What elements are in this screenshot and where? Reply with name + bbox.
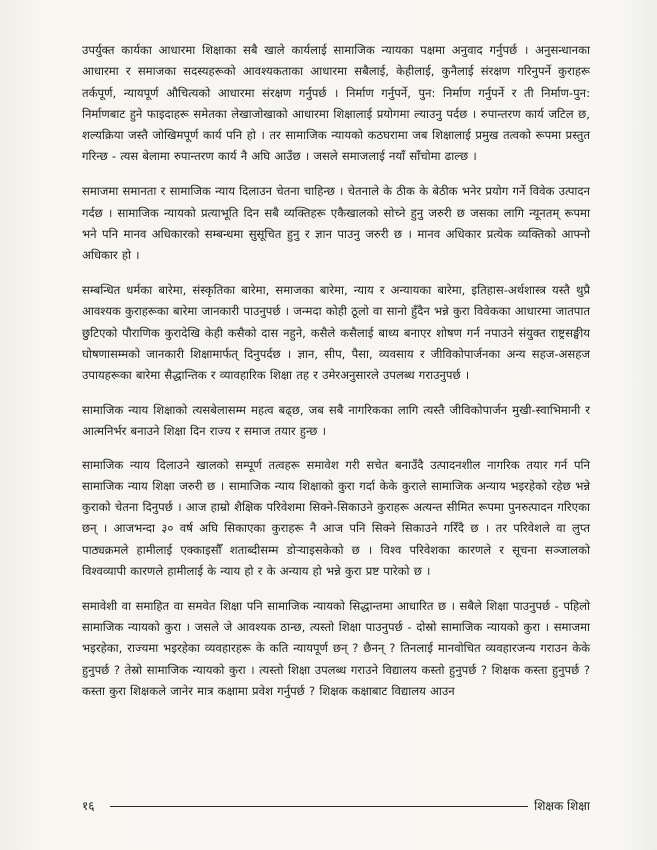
paragraph-2: समाजमा समानता र सामाजिक न्याय दिलाउन चेतना चाहिन्छ । चेतनाले के ठीक के बेठीक भनेर प्रयोग गर्ने विवेक उत्पादन गर्दछ । सामाजिक न्यायको प्रत्याभूति दिन सबै व्यक्तिहरू एकैखालको सोच्ने हुनु जरुरी छ जसका लागि न्यूनतम् रूपमा भने पनि मानव अधिकारको सम्बन्धमा सुसूचित हुनु र ज्ञान पाउनु जरुरी छ । मानव अधिकार प्रत्येक व्यक्तिको आफ्नो अधिकार हो । xyxy=(82,184,590,263)
paragraph-4: सामाजिक न्याय शिक्षाको त्यसबेलासम्म महत्व बढ्छ, जब सबै नागरिकका लागि त्यस्तै जीविकोपार्जन मुखी-स्वाभिमानी र आत्मनिर्भर बनाउने शिक्षा दिन राज्य र समाज तयार हुन्छ । xyxy=(82,402,590,439)
paragraph-1: उपर्युक्त कार्यका आधारमा शिक्षाका सबै खाले कार्यलाई सामाजिक न्यायका पक्षमा अनुवाद गर्नुपर्छ । अनुसन्धानका आधारमा र समाजका सदस्यहरूको आवश्यकताका आधारमा सबैलाई, केहीलाई, कुनैलाई संरक्षण गरिनुपर्ने कुराहरू तर्कपूर्ण, न्यायपूर्ण औचित्यको आधारमा संरक्षण गर्नुपर्छ । निर्माण गर्नुपर्ने, पुन: निर्माण गर्नुपर्ने र ती निर्माण-पुन: निर्माणबाट हुने फाइदाहरू समेतका लेखाजोखाको आधारमा शिक्षालाई प्रयोगमा ल्याउनु पर्दछ । रुपान्तरण कार्य जटिल छ, शल्यक्रिया जस्तै जोखिमपूर्ण कार्य पनि हो । तर सामाजिक न्यायको कठघरामा जब शिक्षालाई प्रमुख तत्वको रूपमा प्रस्तुत गरिन्छ - त्यस बेलामा रुपान्तरण कार्य नै अघि आउँछ । जसले समाजलाई नयाँ साँचोमा ढाल्छ । xyxy=(82,43,590,164)
page-footer xyxy=(82,796,590,816)
footer-divider xyxy=(110,806,528,807)
paragraph-5: सामाजिक न्याय दिलाउने खालको सम्पूर्ण तत्वहरू समावेश गरी सचेत बनाउँदै उत्पादनशील नागरिक तयार गर्न पनि सामाजिक न्याय शिक्षा जरुरी छ । सामाजिक न्याय शिक्षाको कुरा गर्दा केके कुराले सामाजिक अन्याय भइरहेको रहेछ भन्ने कुराको चेतना दिनुपर्छ । आज हाम्रो शैक्षिक परिवेशमा सिक्ने-सिकाउने कुराहरू अत्यन्त सीमित रूपमा पुनरुत्पादन गरिएका छन् । आजभन्दा ३० वर्ष अघि सिकाएका कुराहरू नै आज पनि सिक्ने सिकाउने गरिँदै छ । तर परिवेशले वा लुप्त पाठ्यक्रमले हामीलाई एक्काइसौँ शताब्दीसम्म डोऱ्याइसकेको छ । विश्व परिवेशका कारणले र सूचना सञ्जालको विश्वव्यापी कारणले हामीलाई के न्याय हो र के अन्याय हो भन्ने कुरा प्रष्ट पारेको छ । xyxy=(82,457,590,579)
journal-title: शिक्षक शिक्षा xyxy=(534,799,590,813)
article-body xyxy=(82,40,590,716)
paragraph-3: सम्बन्धित धर्मका बारेमा, संस्कृतिका बारेमा, समाजका बारेमा, न्याय र अन्यायका बारेमा, इतिहास-अर्थशास्त्र यस्तै थुप्रै आवश्यक कुराहरूका बारेमा जानकारी पाउनुपर्छ । जन्मदा कोही ठूलो वा सानो हुँदैन भन्ने कुरा विवेकका आधारमा जातपात छुटिएको पौराणिक कुरादेखि केही कसैको दास नहुने, कसैले कसैलाई बाध्य बनाएर शोषण गर्न नपाउने संयुक्त राष्ट्रसङ्घीय घोषणासम्मको जानकारी शिक्षामार्फत् दिनुपर्दछ । ज्ञान, सीप, पैसा, व्यवसाय र जीविकोपार्जनका अन्य सहज-असहज उपायहरूका बारेमा सैद्धान्तिक र व्यावहारिक शिक्षा तह र उमेरअनुसारले उपलब्ध गराउनुपर्छ । xyxy=(82,282,590,383)
paragraph-6: समावेशी वा समाहित वा समवेत शिक्षा पनि सामाजिक न्यायको सिद्धान्तमा आधारित छ । सबैले शिक्षा पाउनुपर्छ - पहिलो सामाजिक न्यायको कुरा । जसले जे आवश्यक ठान्छ, त्यस्तो शिक्षा पाउनुपर्छ - दोस्रो सामाजिक न्यायको कुरा । समाजमा भइरहेका, राज्यमा भइरहेका व्यवहारहरू के कति न्यायपूर्ण छन् ? छैनन् ? तिनलाई मानवोचित व्यवहारजन्य गराउन केके हुनुपर्छ ? तेस्रो सामाजिक न्यायको कुरा । त्यस्तो शिक्षा उपलब्ध गराउने विद्यालय कस्तो हुनुपर्छ ? शिक्षक कस्ता हुनुपर्छ ? कस्ता कुरा शिक्षकले जानेर मात्र कक्षामा प्रवेश गर्नुपर्छ ? शिक्षक कक्षाबाट विद्यालय आउन xyxy=(82,598,590,699)
page-number: १६ xyxy=(82,799,95,813)
